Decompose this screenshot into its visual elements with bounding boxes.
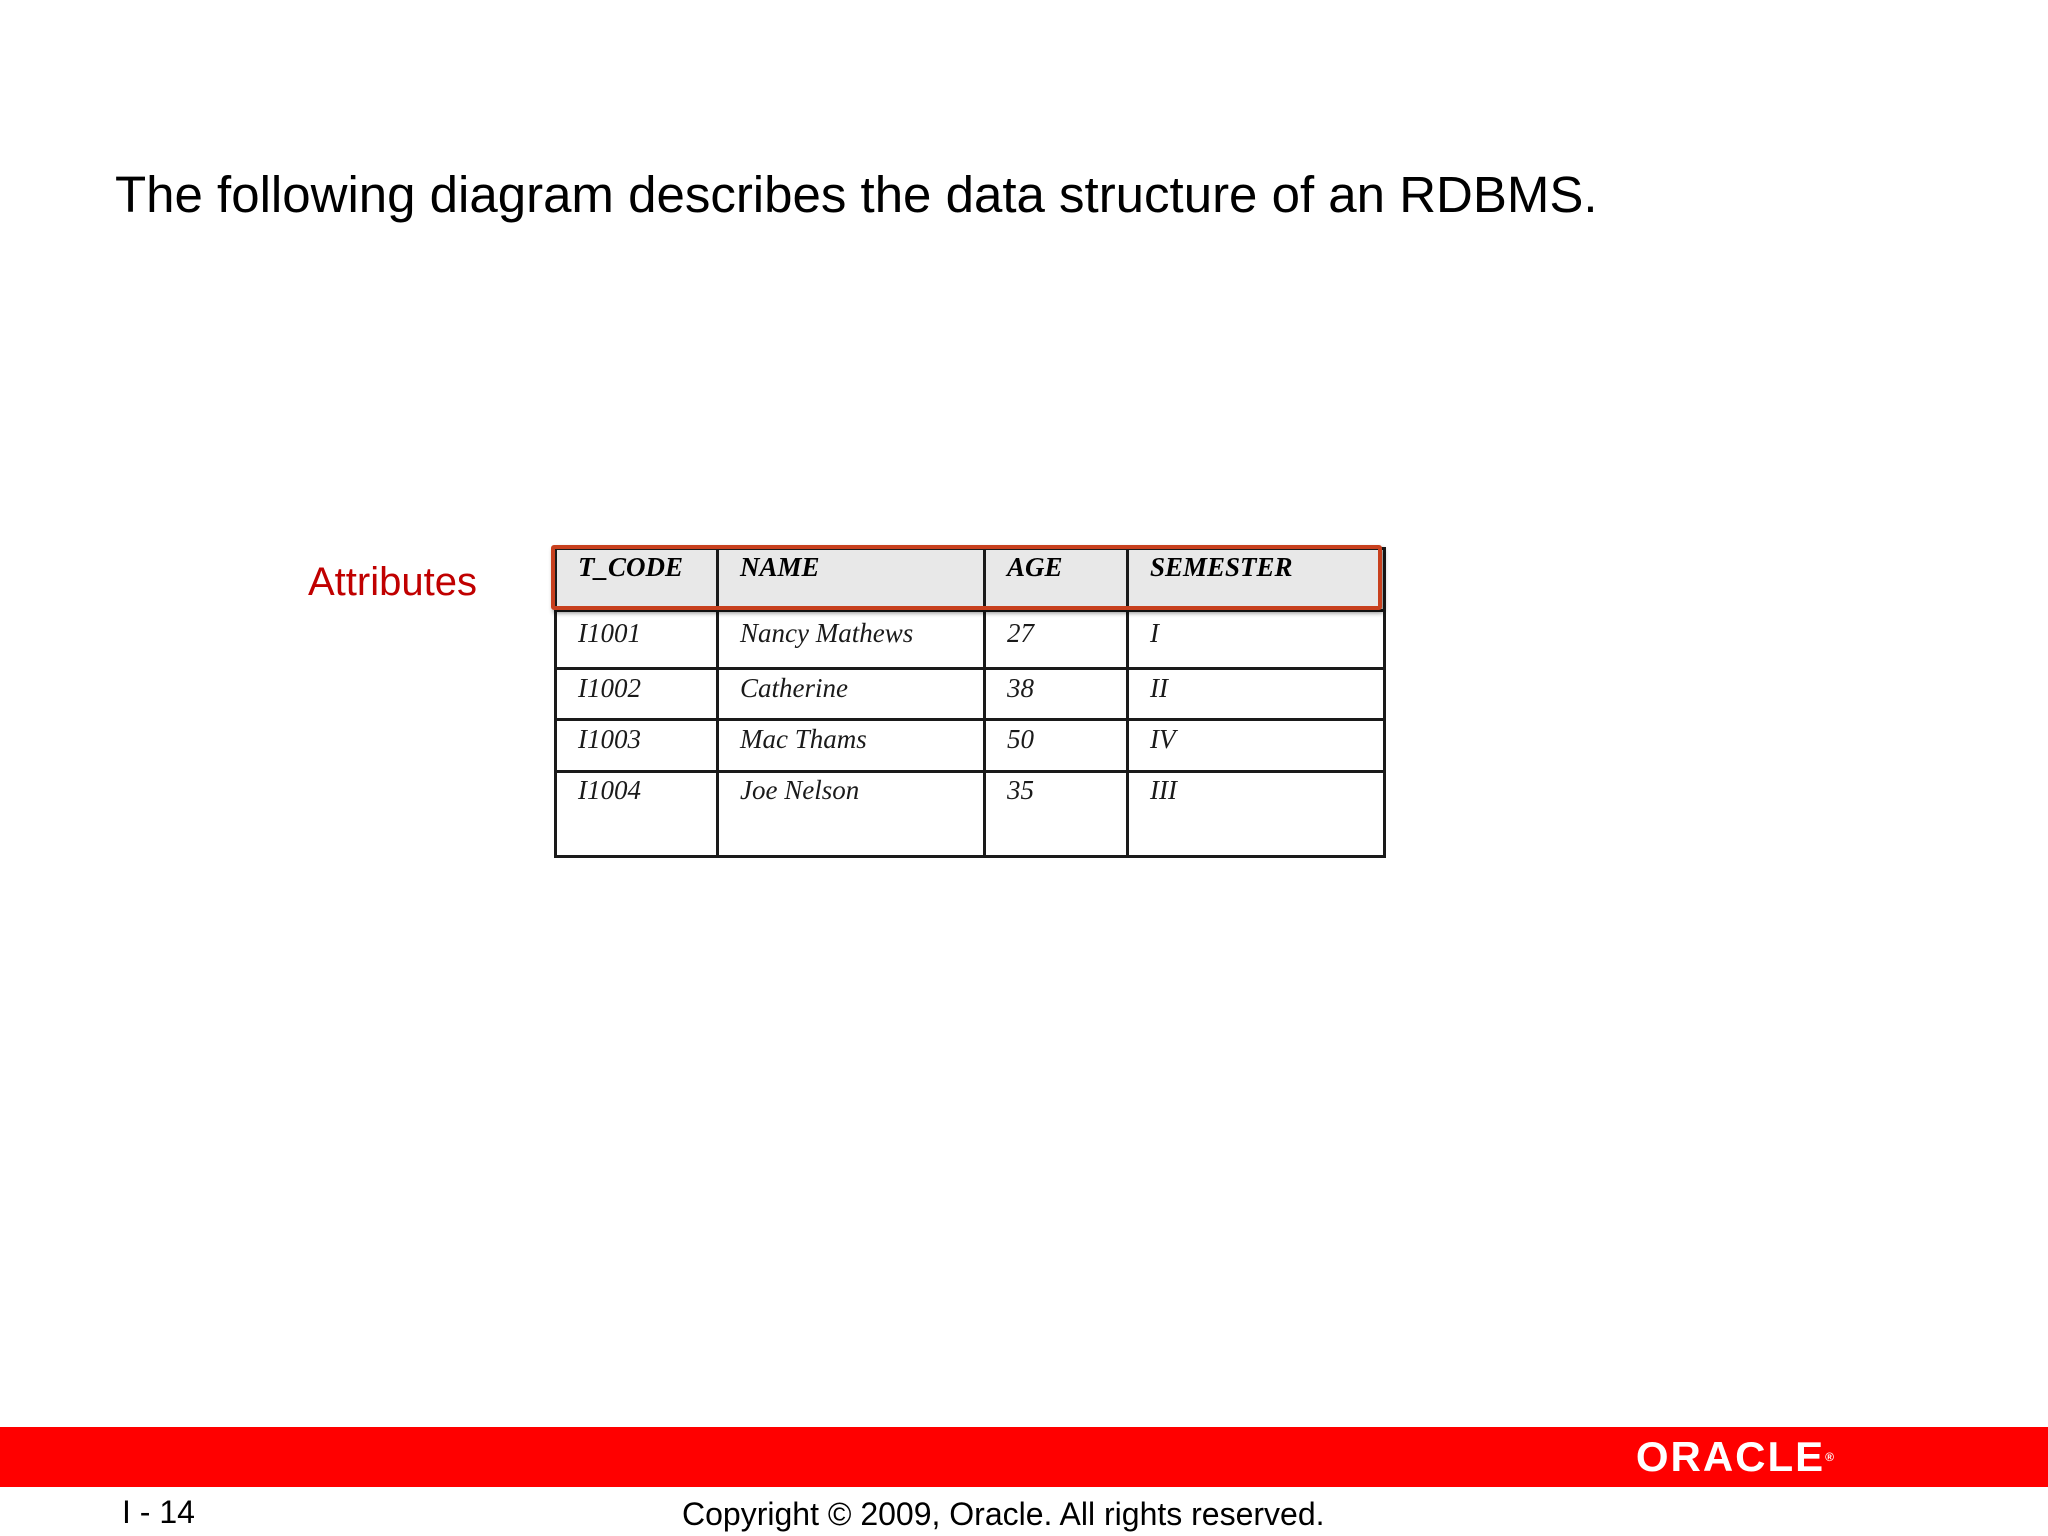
cell-age: 38 [985, 669, 1128, 720]
data-table [554, 547, 1386, 858]
oracle-logo [1636, 1433, 1834, 1481]
cell-age: 50 [985, 720, 1128, 772]
cell-name: Mac Thams [718, 720, 985, 772]
column-header-semester: SEMESTER [1128, 549, 1385, 611]
table-row [556, 669, 1385, 720]
cell-name: Joe Nelson [718, 772, 985, 857]
attributes-label: Attributes [308, 560, 477, 604]
cell-age: 27 [985, 611, 1128, 669]
table-header-row [556, 549, 1385, 611]
cell-semester: IV [1128, 720, 1385, 772]
page-number: I - 14 [122, 1494, 195, 1530]
cell-t-code: I1004 [556, 772, 718, 857]
cell-name: Nancy Mathews [718, 611, 985, 669]
cell-age: 35 [985, 772, 1128, 857]
column-header-age: AGE [985, 549, 1128, 611]
slide-title: The following diagram describes the data structure of an RDBMS. [115, 166, 1598, 223]
registered-mark: ® [1825, 1450, 1834, 1464]
copyright-notice: Copyright © 2009, Oracle. All rights reserved. [682, 1496, 1325, 1532]
table-row [556, 720, 1385, 772]
table-row [556, 772, 1385, 857]
cell-t-code: I1003 [556, 720, 718, 772]
table-row [556, 611, 1385, 669]
cell-name: Catherine [718, 669, 985, 720]
cell-semester: I [1128, 611, 1385, 669]
cell-t-code: I1001 [556, 611, 718, 669]
cell-semester: III [1128, 772, 1385, 857]
cell-semester: II [1128, 669, 1385, 720]
cell-t-code: I1002 [556, 669, 718, 720]
column-header-t-code: T_CODE [556, 549, 718, 611]
column-header-name: NAME [718, 549, 985, 611]
oracle-logo-text: ORACLE [1635, 1433, 1826, 1480]
